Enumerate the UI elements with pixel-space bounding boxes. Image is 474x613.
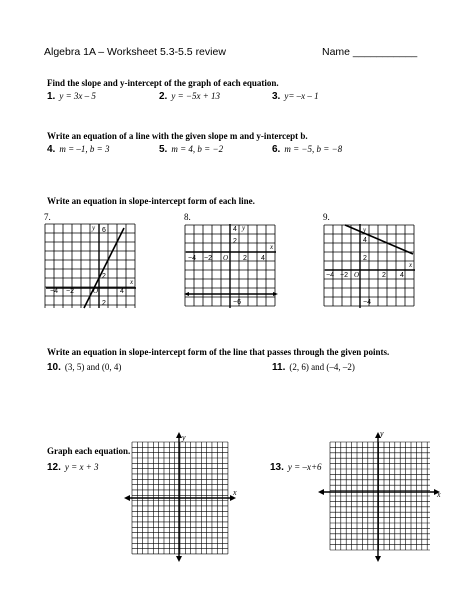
problem-number: 10. [47, 362, 61, 373]
problem-10 [47, 362, 121, 373]
problem-text: (2, 6) and (–4, –2) [289, 362, 355, 372]
arrow-right-icon [273, 292, 278, 296]
section1-instruction: Find the slope and y-intercept of the graph of each equation. [47, 78, 279, 88]
tick-label: 2 [382, 272, 386, 279]
problem-8-number: 8. [184, 212, 191, 222]
problem-12 [47, 462, 99, 473]
graph-9 [323, 222, 417, 310]
grid-9 [324, 225, 414, 306]
graph-13-grid [318, 428, 448, 564]
arrow-down-icon [176, 556, 182, 562]
section2-instruction: Write an equation of a line with the given slope m and y-intercept b. [47, 131, 308, 141]
section3-instruction: Write an equation in slope-intercept form of each line. [47, 196, 255, 206]
tick-label: −2 [204, 255, 212, 262]
origin-label: O [354, 271, 360, 279]
problem-text: m = −5, b = −8 [284, 144, 343, 154]
graph-8 [184, 222, 278, 310]
tick-label: −2 [66, 288, 74, 295]
tick-label: 4 [233, 226, 237, 233]
tick-label: 4 [400, 272, 404, 279]
problem-number: 2. [159, 91, 168, 102]
problem-7-number: 7. [44, 212, 51, 222]
y-axis-label: y [363, 226, 367, 234]
problem-number: 1. [47, 91, 56, 102]
problem-number: 11. [272, 362, 286, 373]
problem-text: m = –1, b = 3 [59, 144, 110, 154]
x-axis-label: x [437, 490, 441, 499]
problem-1 [47, 91, 96, 102]
worksheet-title: Algebra 1A – Worksheet 5.3-5.5 review [44, 46, 226, 58]
tick-label: −4 [188, 255, 196, 262]
x-axis-label: x [130, 278, 134, 286]
tick-label: −4 [326, 272, 334, 279]
tick-label: 2 [102, 273, 106, 280]
problem-number: 3. [272, 91, 281, 102]
graph-12-grid [124, 428, 240, 564]
origin-label: O [93, 287, 99, 295]
problem-text: y = –x+6 [287, 462, 322, 472]
y-axis-label: y [92, 224, 96, 232]
tick-label: 2 [102, 300, 106, 307]
problem-5 [159, 144, 223, 155]
problem-number: 13. [270, 462, 284, 473]
problem-11 [272, 362, 355, 373]
tick-label: −4 [363, 299, 371, 306]
origin-label: O [223, 254, 229, 262]
problem-number: 6. [272, 144, 281, 155]
tick-label: −6 [233, 299, 241, 306]
x-axis-label: x [409, 261, 413, 269]
problem-9-number: 9. [323, 212, 330, 222]
tick-label: 2 [243, 255, 247, 262]
tick-label: 4 [120, 288, 124, 295]
tick-label: −2 [340, 272, 348, 279]
y-axis-label: y [380, 429, 384, 438]
problem-text: y = x + 3 [64, 462, 99, 472]
problem-number: 5. [159, 144, 168, 155]
x-axis-label: x [233, 488, 237, 497]
x-axis-label: x [270, 243, 274, 251]
large-grid-13 [330, 442, 430, 550]
arrow-left-icon [318, 489, 324, 495]
problem-4 [47, 144, 110, 155]
y-axis-label: y [182, 433, 186, 442]
graph-7 [44, 222, 138, 310]
problem-text: y= –x – 1 [284, 91, 319, 101]
arrow-down-icon [375, 556, 381, 562]
arrow-left-icon [124, 495, 130, 501]
name-field-label: Name ___________ [322, 46, 418, 58]
problem-text: y = −5x + 13 [171, 91, 221, 101]
tick-label: 4 [261, 255, 265, 262]
problem-3 [272, 91, 319, 102]
tick-label: 4 [363, 237, 367, 244]
section4-instruction: Write an equation in slope-intercept form of the line that passes through the given points. [47, 347, 390, 357]
tick-label: 2 [233, 238, 237, 245]
graphed-line [345, 225, 413, 254]
problem-6 [272, 144, 342, 155]
y-axis-label: y [242, 224, 246, 232]
tick-label: 2 [363, 255, 367, 262]
section5-instruction: Graph each equation. [47, 446, 131, 456]
problem-number: 12. [47, 462, 61, 473]
problem-13 [270, 462, 322, 473]
problem-text: (3, 5) and (0, 4) [64, 362, 122, 372]
problem-2 [159, 91, 220, 102]
problem-number: 4. [47, 144, 56, 155]
problem-text: y = 3x – 5 [59, 91, 96, 101]
problem-text: m = 4, b = −2 [171, 144, 224, 154]
tick-label: 6 [102, 227, 106, 234]
tick-label: −4 [50, 288, 58, 295]
